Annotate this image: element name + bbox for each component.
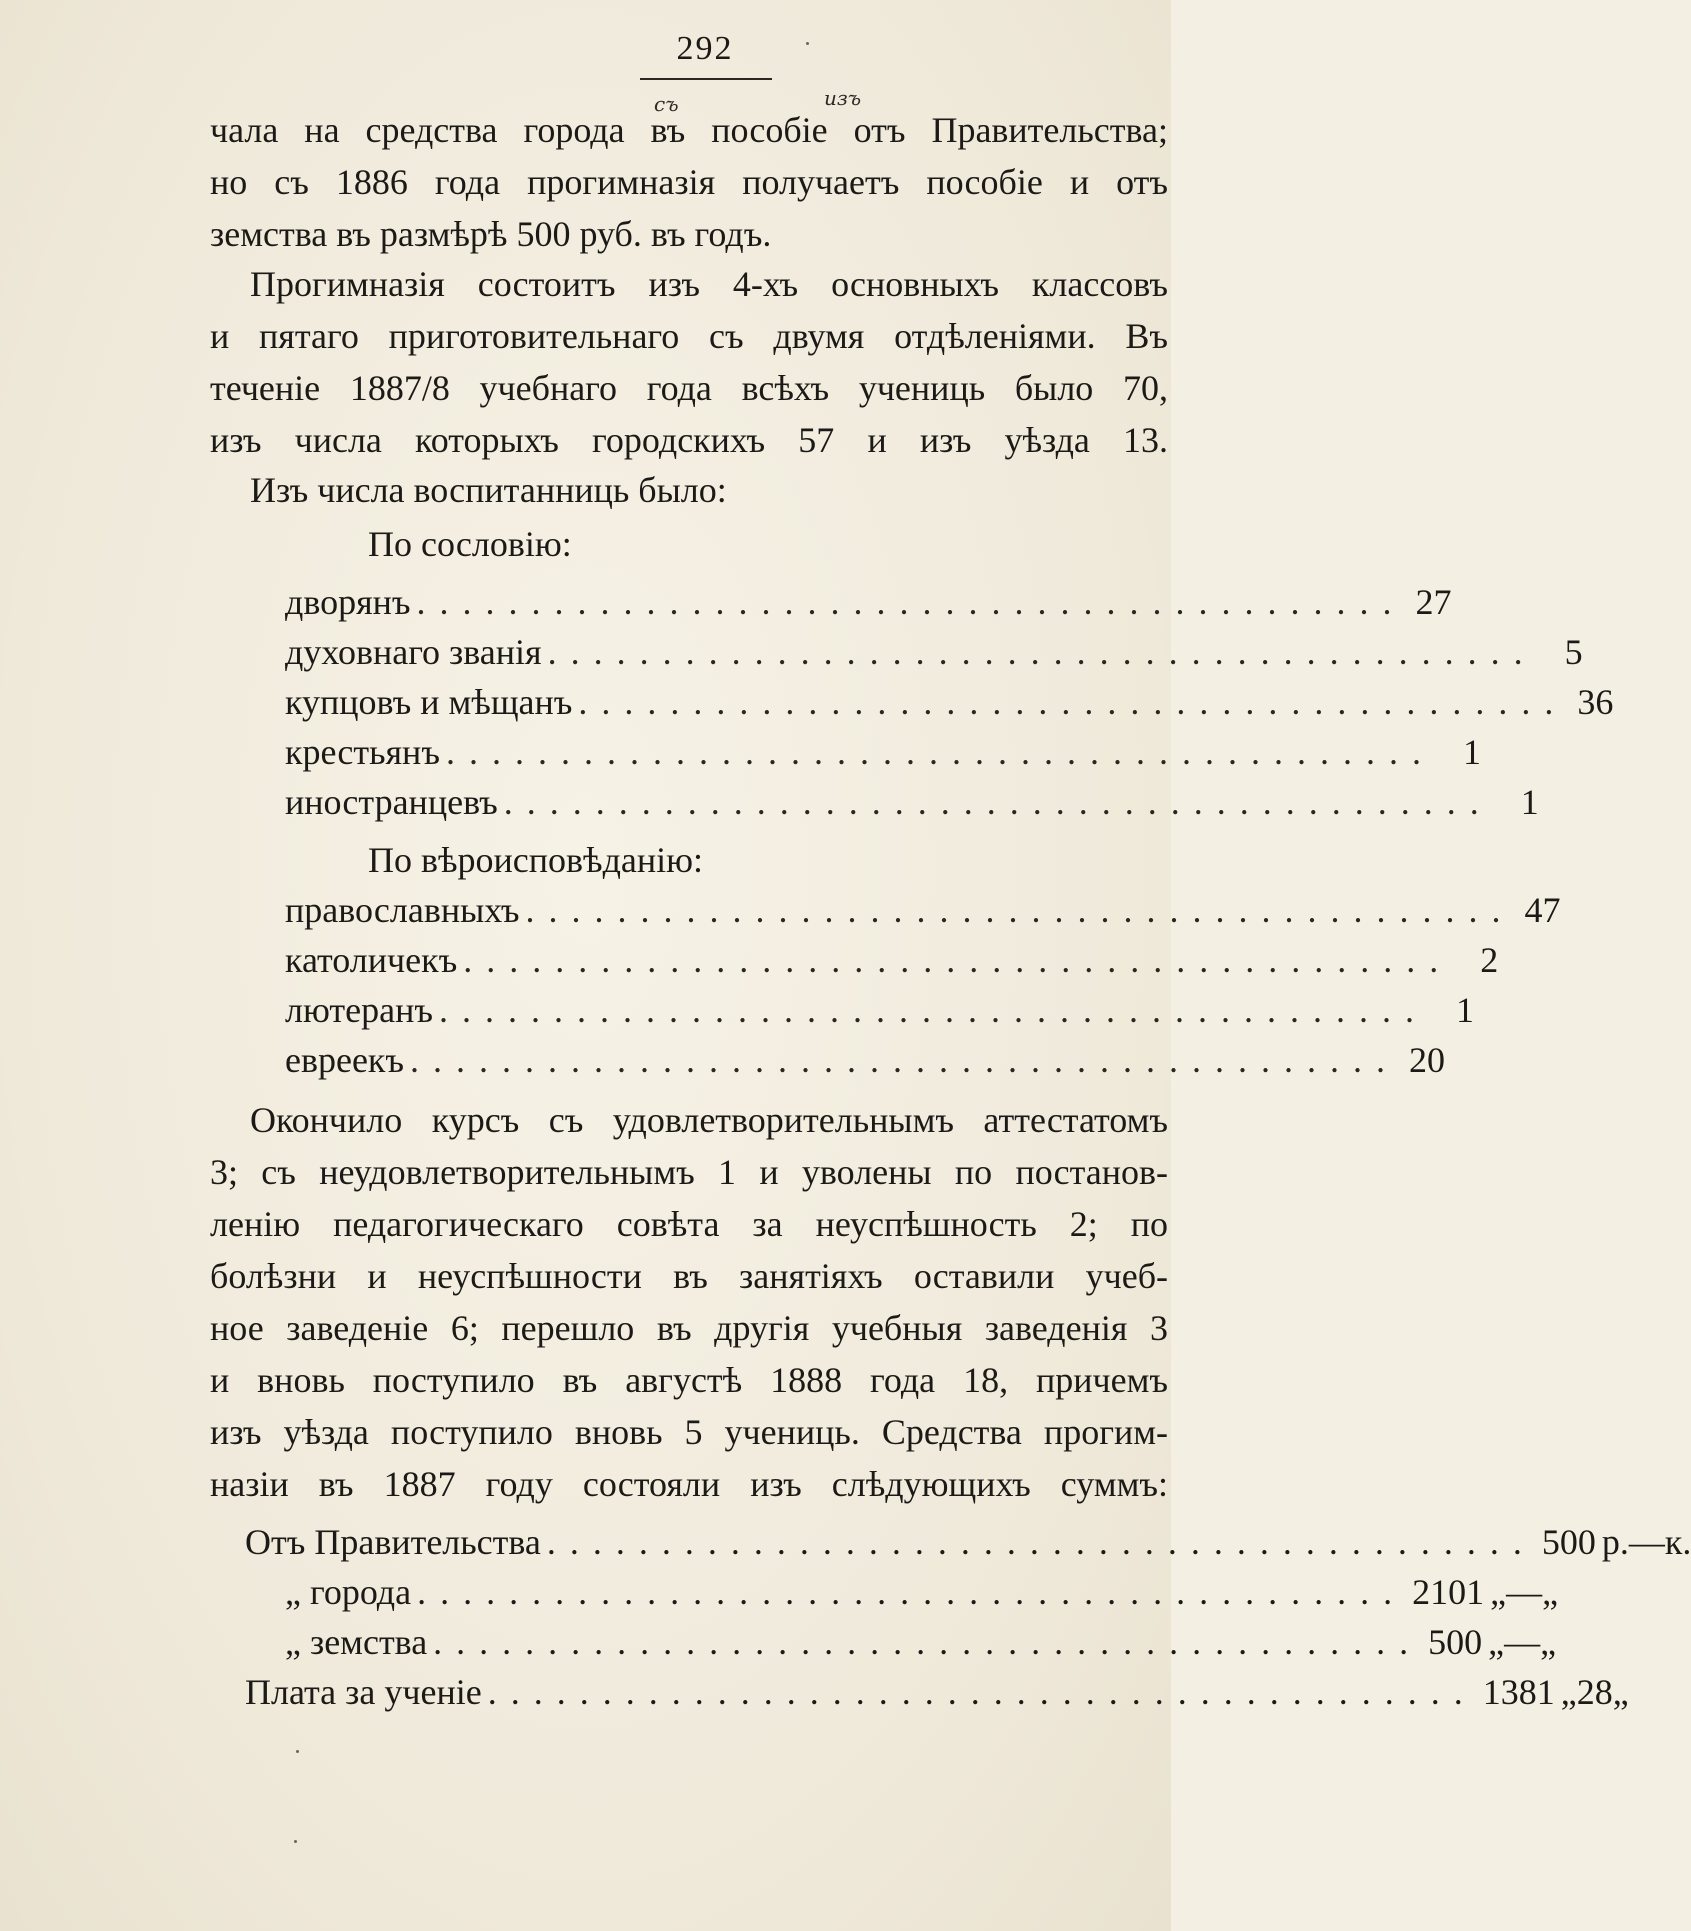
leader-dots: ........................................... (433, 1622, 1423, 1662)
text-line: ленію педагогическаго совѣта за неуспѣшность 2; по (210, 1204, 1168, 1244)
text-line: и пятаго приготовительнаго съ двумя отдѣленіями. Въ (210, 316, 1168, 356)
leader-dots: ........................................... (546, 1522, 1536, 1562)
section-heading: По сословію: (368, 524, 572, 564)
text-line: земства въ размѣрѣ 500 руб. въ годъ. (210, 214, 772, 254)
table-row (285, 938, 1499, 982)
text-line: Окончило курсъ съ удовлетворительнымъ аттестатомъ (250, 1100, 1168, 1140)
amount-kopecks: — (1506, 1572, 1543, 1612)
leader-dots: ........................................... (410, 1040, 1400, 1080)
leader-dots: ........................................... (503, 782, 1493, 822)
row-label: иностранцевъ (285, 782, 498, 822)
amount-rubles: 1381 (1482, 1672, 1555, 1712)
row-value: 47 (1524, 890, 1561, 930)
row-label: дворянъ (285, 582, 411, 622)
text-line: назіи въ 1887 году состояли изъ слѣдующихъ суммъ: (210, 1464, 1168, 1504)
leader-dots: ........................................... (445, 732, 1435, 772)
handwritten-correction: съ (654, 92, 679, 116)
leader-dots: ........................................... (438, 990, 1428, 1030)
table-row (285, 680, 1614, 724)
leader-dots: ........................................... (578, 682, 1568, 722)
paper-speck (806, 42, 809, 45)
page-number: 292 (676, 30, 734, 67)
unit-rubles: „ (1488, 1622, 1505, 1662)
money-row (245, 1520, 1691, 1564)
table-row (285, 730, 1481, 774)
money-row (245, 1670, 1629, 1714)
table-row (285, 1038, 1446, 1082)
unit-rubles: „ (1490, 1572, 1507, 1612)
money-row (285, 1620, 1557, 1664)
row-label: купцовъ и мѣщанъ (285, 682, 573, 722)
text-line: болѣзни и неуспѣшности въ занятіяхъ оставили учеб- (210, 1256, 1168, 1296)
leader-dots: ........................................... (525, 890, 1515, 930)
text-line: изъ числа которыхъ городскихъ 57 и изъ уѣзда 13. (210, 420, 1168, 460)
unit-rubles: „ (1560, 1672, 1577, 1712)
unit-kopecks: „ (1612, 1672, 1629, 1712)
row-label: лютеранъ (285, 990, 433, 1030)
leader-dots: ........................................... (417, 1572, 1407, 1612)
row-label: „ земства (285, 1622, 428, 1662)
row-label: Отъ Правительства (245, 1522, 541, 1562)
row-label: католичекъ (285, 940, 458, 980)
text-line: Изъ числа воспитанниць было: (250, 470, 727, 510)
paper-speck (296, 1750, 299, 1753)
amount-rubles: 500 (1428, 1622, 1483, 1662)
row-label: духовнаго званія (285, 632, 542, 672)
text-line: Прогимназія состоитъ изъ 4-хъ основныхъ классовъ (250, 264, 1168, 304)
handwritten-correction: изъ (824, 86, 862, 110)
paper-speck (294, 1840, 297, 1843)
leader-dots: ........................................... (416, 582, 1406, 622)
table-row (285, 630, 1583, 674)
text-line: 3; съ неудовлетворительнымъ 1 и уволены по постанов- (210, 1152, 1168, 1192)
unit-kopecks: к. (1664, 1522, 1691, 1562)
text-line: изъ уѣзда поступило вновь 5 учениць. Средства прогим- (210, 1412, 1168, 1452)
amount-kopecks: — (1504, 1622, 1541, 1662)
text-line: теченіе 1887/8 учебнаго года всѣхъ учениць было 70, (210, 368, 1168, 408)
text-line: и вновь поступило въ августѣ 1888 года 18, причемъ (210, 1360, 1168, 1400)
row-label: евреекъ (285, 1040, 405, 1080)
page-number-rule (640, 78, 772, 80)
row-value: 36 (1577, 682, 1614, 722)
row-label: крестьянъ (285, 732, 440, 772)
amount-kopecks: — (1628, 1522, 1665, 1562)
row-value: 2 (1480, 940, 1499, 980)
text-line: но съ 1886 года прогимназія получаетъ пособіе и отъ (210, 162, 1168, 202)
row-label: православныхъ (285, 890, 520, 930)
amount-kopecks: 28 (1576, 1672, 1613, 1712)
table-row (285, 580, 1452, 624)
amount-rubles: 500 (1541, 1522, 1596, 1562)
unit-rubles: р. (1601, 1522, 1629, 1562)
money-row (285, 1570, 1559, 1614)
table-row (285, 988, 1474, 1032)
section-heading: По вѣроисповѣданію: (368, 840, 704, 880)
row-label: „ города (285, 1572, 412, 1612)
unit-kopecks: „ (1542, 1572, 1559, 1612)
leader-dots: ........................................... (463, 940, 1453, 980)
row-value: 20 (1409, 1040, 1446, 1080)
row-value: 1 (1520, 782, 1539, 822)
amount-rubles: 2101 (1412, 1572, 1485, 1612)
text-line: ное заведеніе 6; перешло въ другія учебныя заведенія 3 (210, 1308, 1168, 1348)
row-value: 27 (1415, 582, 1452, 622)
unit-kopecks: „ (1540, 1622, 1557, 1662)
row-value: 5 (1564, 632, 1583, 672)
table-row (285, 780, 1539, 824)
row-value: 1 (1455, 990, 1474, 1030)
leader-dots: ........................................... (547, 632, 1537, 672)
leader-dots: ........................................... (487, 1672, 1477, 1712)
row-label: Плата за ученіе (245, 1672, 482, 1712)
text-line: чала на средства города въ пособіе отъ Правительства; (210, 110, 1168, 150)
row-value: 1 (1462, 732, 1481, 772)
table-row (285, 888, 1561, 932)
